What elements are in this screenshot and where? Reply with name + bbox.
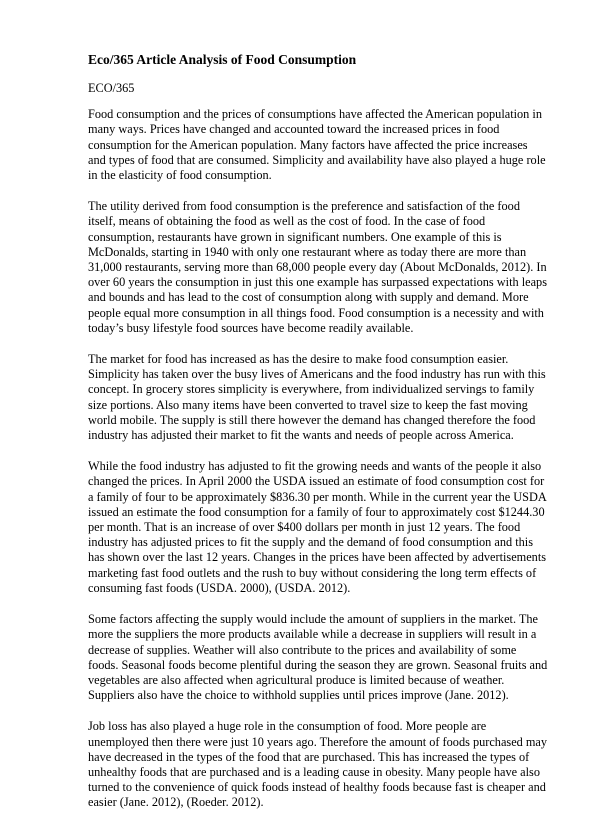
paragraph-job-loss: Job loss has also played a huge role in the consumption of food. More people are unemployed then there were just 10 years ago. Therefore the amount of foods purchased may have decreased in the types of the food that are purchased. This has increased the types of unhealthy foods that are purchased and is a leading cause in obesity. Many people have also turned to the convenience of quick foods instead of healthy foods because fast is cheaper and easier (Jane. 2012), (Roeder. 2012). [88, 719, 548, 810]
paragraph-intro: Food consumption and the prices of consumptions have affected the American population in many ways. Prices have changed and accounted toward the increased prices in food consumption for the American population. Many factors have affected the price increases and types of food that are consumed. Simplicity and availability have also played a huge role in the elasticity of food consumption. [88, 107, 546, 183]
document-title: Eco/365 Article Analysis of Food Consumption [88, 52, 357, 67]
paragraph-supply-factors: Some factors affecting the supply would include the amount of suppliers in the market. The more the suppliers the more products available while a decrease in suppliers will result in a decrease of supplies. Weather will also contribute to the prices and availability of some foods. Seasonal foods become plentiful during the season they are grown. Seasonal fruits and vegetables are also affected when agricultural produce is limited because of weather. Suppliers also have the choice to withhold supplies until prices improve (Jane. 2012). [88, 612, 548, 703]
paragraph-utility: The utility derived from food consumption is the preference and satisfaction of the food itself, means of obtaining the food as well as the cost of food. In the case of food consumption, restaurants have grown in significant numbers. One example of this is McDonalds, starting in 1940 with only one restaurant where as today there are more than 31,000 restaurants, serving more than 68,000 people every day (About McDonalds, 2012). In over 60 years the consumption in just this one example has surpassed expectations with leaps and bounds and has lead to the cost of consumption along with supply and demand. More people equal more consumption in all things food. Food consumption is a necessity and with today’s busy lifestyle food sources have become readily available. [88, 199, 547, 335]
paragraph-prices: While the food industry has adjusted to fit the growing needs and wants of the people it also changed the prices. In April 2000 the USDA issued an estimate of food consumption cost for a family of four to be approximately $836.30 per month. While in the current year the USDA issued an estimate the food consumption for a family of four to approximately cost $1244.30 per month. That is an increase of over $400 dollars per month in just 12 years. The food industry has adjusted prices to fit the supply and the demand of food consumption and this has shown over the last 12 years. Changes in the prices have been affected by advertisements marketing fast food outlets and the rush to buy without considering the long term effects of consuming fast foods (USDA. 2000), (USDA. 2012). [88, 459, 547, 595]
document-page [88, 52, 548, 827]
course-code: ECO/365 [88, 81, 135, 95]
paragraph-market: The market for food has increased as has the desire to make food consumption easier. Simplicity has taken over the busy lives of Americans and the food industry has run with this concept. In grocery stores simplicity is everywhere, from individualized servings to family size portions. Also many items have been converted to travel size to keep the fast moving world mobile. The supply is still there however the demand has changed therefore the food industry has adjusted their market to fit the wants and needs of people across America. [88, 352, 546, 443]
